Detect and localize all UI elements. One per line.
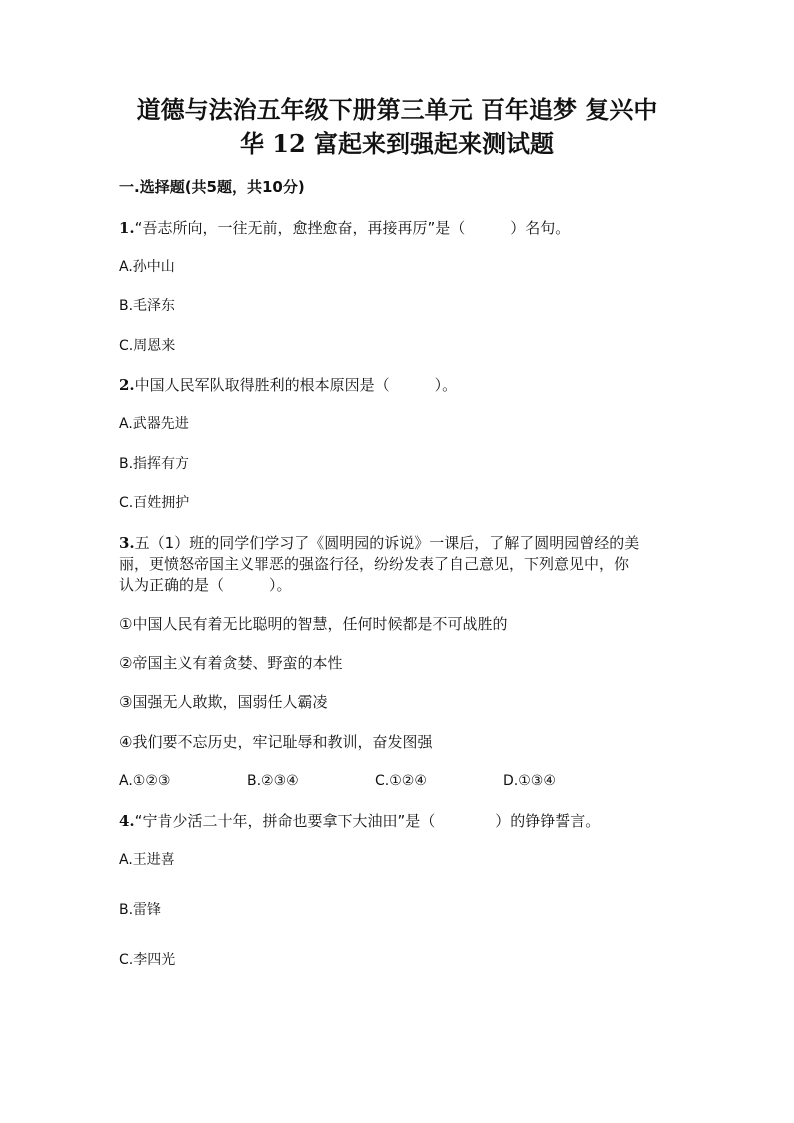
q1-option-c: C.周恩来	[119, 338, 176, 354]
question-text-line: 3.五（1）班的同学们学习了《圆明园的诉说》一课后，了解了圆明园曾经的美	[119, 534, 640, 552]
q3-option-c: C.①②④	[375, 773, 427, 789]
page-title-line2: 华 12 富起来到强起来测试题	[239, 129, 555, 158]
q3-statement-1: ①中国人民有着无比聪明的智慧，任何时候都是不可战胜的	[119, 615, 508, 633]
question-text-line: 丽，更愤怒帝国主义罪恶的强盗行径，纷纷发表了自己意见，下列意见中，你	[119, 555, 630, 573]
question-text: 中国人民军队取得胜利的根本原因是（ ）。	[134, 376, 458, 394]
q1-option-a: A.孙中山	[119, 259, 175, 275]
q3-statement-3: ③国强无人敢欺，国弱任人霸凌	[119, 693, 328, 711]
q2-option-c: C.百姓拥护	[119, 495, 190, 511]
q3-options-row	[119, 771, 679, 791]
q4-option-c: C.李四光	[119, 952, 176, 968]
question-3	[119, 533, 679, 596]
q3-option-b: B.②③④	[247, 773, 299, 789]
q4-option-b: B.雷锋	[119, 902, 162, 918]
q1-option-b: B.毛泽东	[119, 298, 176, 314]
question-number: 1.	[119, 219, 135, 237]
question-2	[119, 375, 457, 395]
q2-option-b: B.指挥有方	[119, 456, 190, 472]
question-text: “宁肯少活二十年，拼命也要拿下大油田”是（ ）的铮铮誓言。	[134, 812, 601, 830]
q2-option-a: A.武器先进	[119, 416, 189, 432]
section-heading: 一.选择题(共5题，共10分)	[119, 178, 305, 196]
q3-option-a: A.①②③	[119, 773, 171, 789]
q3-statement-2: ②帝国主义有着贪婪、野蛮的本性	[119, 654, 343, 672]
question-number: 3.	[119, 534, 135, 552]
question-text-line: 认为正确的是（ ）。	[119, 576, 292, 594]
question-1	[119, 218, 570, 238]
q4-option-a: A.王进喜	[119, 852, 175, 868]
question-4	[119, 811, 600, 831]
question-text: “吾志所向，一往无前，愈挫愈奋，再接再厉”是（ ）名句。	[134, 219, 571, 237]
question-number: 4.	[119, 812, 135, 830]
question-number: 2.	[119, 376, 135, 394]
q3-statement-4: ④我们要不忘历史，牢记耻辱和教训，奋发图强	[119, 733, 433, 751]
q3-option-d: D.①③④	[503, 773, 556, 789]
page-title-line1: 道德与法治五年级下册第三单元 百年追梦 复兴中	[136, 95, 658, 124]
